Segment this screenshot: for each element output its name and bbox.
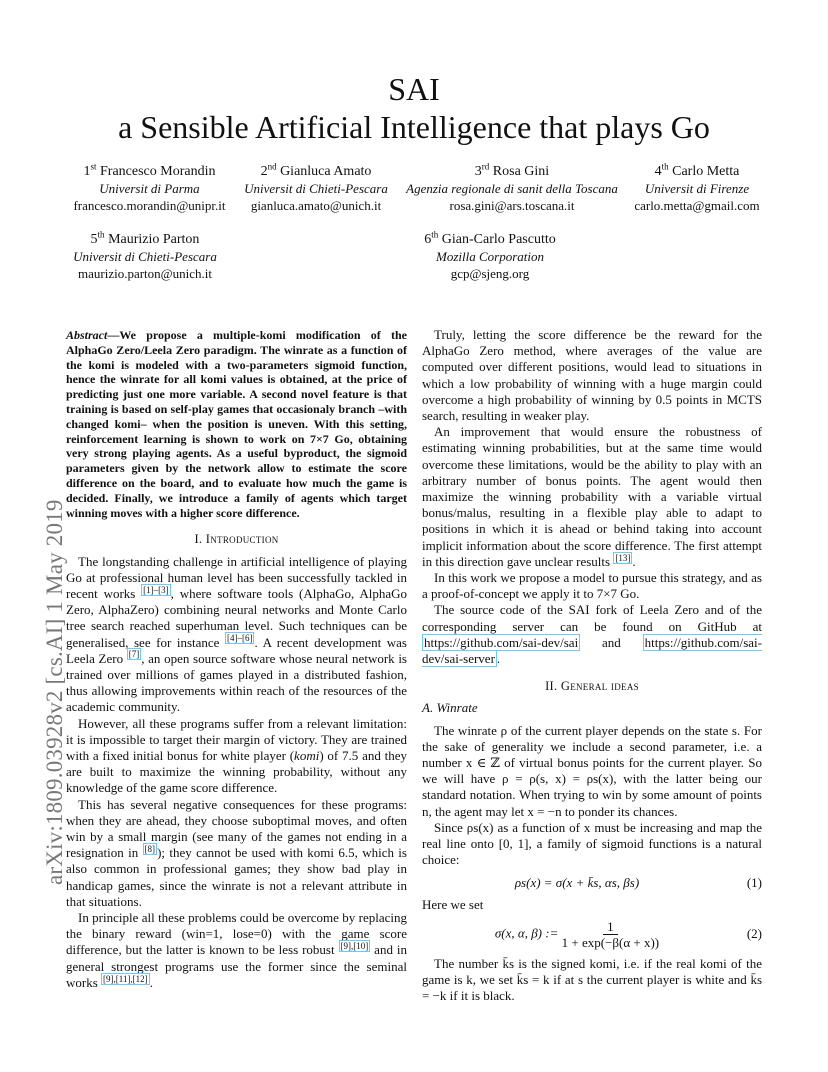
author-email[interactable]: gcp@sjeng.org bbox=[450, 266, 530, 281]
author-name: Francesco Morandin bbox=[100, 164, 216, 179]
citation-link[interactable]: [8] bbox=[144, 843, 156, 854]
author-name: Rosa Gini bbox=[492, 164, 550, 179]
equation-2: σ(x, α, β) := $\frac{1}{1 + \exp(-\beta(\alpha + x))}$ (2) bbox=[494, 918, 762, 950]
author-name: Gian-Carlo Pascutto bbox=[441, 232, 556, 247]
author-affiliation: Agenzia regionale di sanit della Toscana bbox=[406, 181, 618, 196]
equation-number: (2) bbox=[746, 926, 762, 942]
citation-link[interactable]: [7] bbox=[128, 649, 140, 660]
author-block-6: 6th Gian-Carlo Pascutto Mozilla Corporation gcp@sjeng.org bbox=[400, 231, 580, 282]
author-email[interactable]: maurizio.parton@unich.it bbox=[78, 266, 212, 281]
citation-link[interactable]: [9],[11],[12] bbox=[103, 973, 148, 984]
paragraph: The winrate ρ of the current player depends on the state s. For the sake of generality we include a second parameter, i.e. a number x ∈ ℤ of virtual bonus points for the current player. So we will have ρ = ρ(s, x) = ρs(x), with the latter being our standard notation. When trying to win by some amount of points n, the agent may let x = −n to ponder its chances. bbox=[422, 722, 762, 819]
subsection-heading-winrate: A. Winrate bbox=[422, 700, 478, 716]
author-affiliation: Universit di Firenze bbox=[644, 181, 750, 196]
paragraph: The source code of the SAI fork of Leela Zero and of the corresponding server can be found on GitHub at https://github.com/sai-dev/sai and https://github.com/sai-dev/sai-server . bbox=[422, 602, 762, 667]
author-name: Gianluca Amato bbox=[280, 164, 372, 179]
paragraph: In this work we propose a model to pursue this strategy, and as a proof-of-concept we apply it to 7×7 Go. bbox=[422, 570, 762, 602]
author-affiliation: Universit di Chieti-Pescara bbox=[73, 249, 217, 264]
paragraph: However, all these programs suffer from a relevant limitation: it is impossible to target their margin of victory. They are trained with a fixed initial bonus for white player (komi) of 7.5 and they are built to maximize the winning probability, without any knowledge of the game score difference. bbox=[66, 715, 407, 796]
author-block-2: 2nd Gianluca Amato Universit di Chieti-Pescara gianluca.amato@unich.it bbox=[236, 163, 396, 214]
author-email[interactable]: gianluca.amato@unich.it bbox=[250, 198, 382, 213]
github-link-sai[interactable]: https://github.com/sai-dev/sai bbox=[424, 634, 579, 650]
author-name: Maurizio Parton bbox=[108, 232, 200, 247]
citation-link[interactable]: [13] bbox=[615, 552, 631, 563]
author-block-1: 1st Francesco Morandin Universit di Parma francesco.morandin@unipr.it bbox=[62, 163, 237, 214]
equation-number: (1) bbox=[746, 874, 762, 890]
author-affiliation: Universit di Chieti-Pescara bbox=[244, 181, 388, 196]
equation-1: ρs(x) = σ(x + k̄s, αs, βs) (1) bbox=[514, 874, 762, 890]
paragraph: Here we set bbox=[422, 896, 484, 912]
author-block-5: 5th Maurizio Parton Universit di Chieti-Pescara maurizio.parton@unich.it bbox=[60, 231, 230, 282]
paragraph: Truly, letting the score difference be the reward for the AlphaGo Zero method, where averages of the value are computed over different positions, would lead to situations in which a low probability of winning with a huge margin could overcome a high probability of winning by 0.5 points in MCTS search, resulting in weaker play. bbox=[422, 327, 762, 424]
author-name: Carlo Metta bbox=[672, 164, 740, 179]
citation-link[interactable]: [1]–[3] bbox=[143, 584, 169, 595]
citation-link[interactable]: [9],[10] bbox=[340, 941, 369, 952]
author-email[interactable]: rosa.gini@ars.toscana.it bbox=[449, 198, 575, 213]
author-block-4: 4th Carlo Metta Universit di Firenze carlo.metta@gmail.com bbox=[626, 163, 768, 214]
paragraph: In principle all these problems could be overcome by replacing the binary reward (win=1, lose=0) with the game score difference, but the latter is known to be less robust [9],[10] and in general strongest programs use the former since the seminal works [9],[11],[12] . bbox=[66, 910, 407, 990]
paper-title-line2: a Sensible Artificial Intelligence that plays Go bbox=[118, 109, 710, 145]
section-heading-introduction: I. Introduction bbox=[194, 532, 279, 547]
author-block-3: 3rd Rosa Gini Agenzia regionale di sanit della Toscana rosa.gini@ars.toscana.it bbox=[394, 163, 630, 214]
paragraph: Since ρs(x) as a function of x must be increasing and map the real line onto [0, 1], a family of sigmoid functions is a natural choice: bbox=[422, 819, 762, 868]
citation-link[interactable]: [4]–[6] bbox=[226, 633, 253, 644]
author-email[interactable]: carlo.metta@gmail.com bbox=[634, 198, 760, 213]
abstract: Abstract—We propose a multiple-komi modification of the AlphaGo Zero/Leela Zero paradigm. The winrate as a function of the komi is modeled with a two-parameters sigmoid function, hence the winrate for all komi values is obtained, at the price of predicting just one more variable. A second novel feature is that training is based on self-play games that occasionaly branch –with changed komi– when the position is uneven. With this setting, reinforcement learning is shown to work on 7×7 Go, obtaining very strong playing agents. As a useful byproduct, the sigmoid parameters given by the network allow to estimate the score difference on the board, and to evaluate how much the game is decided. Finally, we introduce a family of agents which target winning moves with a higher score difference. bbox=[66, 328, 407, 520]
arxiv-identifier: arXiv:1809.03928v2 [cs.AI] 1 May 2019 bbox=[42, 499, 67, 885]
right-column bbox=[422, 327, 762, 1005]
paragraph: An improvement that would ensure the robustness of estimating winning probabilities, but at the same time would overcome these limitations, would be the ability to play with an arbitrary number of bonus points. The agent would then maximize the winning probability with a variable virtual bonus/malus, resulting in a flexible play able to adapt to positions in which it is ahead or behind taking into account implicit information about the score difference. The first attempt in this direction gave unclear results [13] . bbox=[422, 424, 762, 569]
section-heading-general-ideas: II. General ideas bbox=[545, 679, 639, 694]
author-affiliation: Universit di Parma bbox=[99, 181, 200, 196]
left-column bbox=[66, 328, 407, 991]
paragraph: The longstanding challenge in artificial intelligence of playing Go at professional human level has been successfully tackled in recent works [1]–[3] , where software tools (AlphaGo, AlphaGo Zero, AlphaZero) combining neural networks and Monte Carlo tree search reached superhuman level. Such techniques can be generalised, see for instance [4]–[6] . A recent development was Leela Zero [7] , an open source software whose neural network is trained over millions of games played in a distributed fashion, thus allowing improvements within reach of the resources of the academic community. bbox=[66, 553, 407, 715]
author-affiliation: Mozilla Corporation bbox=[436, 249, 544, 264]
paper-title-line1: SAI bbox=[388, 71, 440, 107]
paragraph: This has several negative consequences for these programs: when they are ahead, they choose suboptimal moves, and often win by a small margin (see many of the games not ending in a resignation in [8] ); they cannot be used with komi 6.5, which is also common in professional games; they show bad play in handicap games, since the winrate is not a relevant attribute in that situations. bbox=[66, 796, 407, 909]
paragraph: The number k̄s is the signed komi, i.e. if the real komi of the game is k, we set k̄s = k if at s the current player is white and k̄s = −k if it is black. bbox=[422, 955, 762, 1004]
author-email[interactable]: francesco.morandin@unipr.it bbox=[73, 198, 226, 213]
github-link-sai-server[interactable]: https://github.com/sai-dev/sai-server bbox=[422, 634, 762, 667]
